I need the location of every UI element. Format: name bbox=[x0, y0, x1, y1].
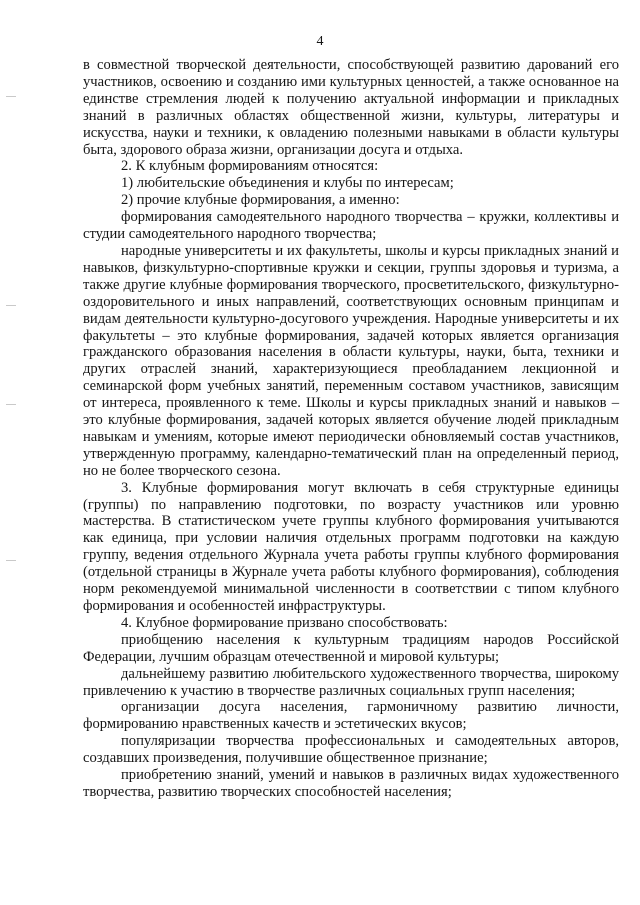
scan-mark bbox=[6, 96, 16, 97]
paragraph-self-made-art: формирования самодеятельного народного творчества – кружки, коллективы и студии самодеятельного народного творчества; bbox=[83, 209, 619, 243]
document-body bbox=[83, 57, 619, 801]
paragraph-continuation: в совместной творческой деятельности, способствующей развитию дарований его участников, освоению и созданию ими культурных ценностей, а также основанное на единстве стремления людей к получению актуальной информации и прикладных знаний в различных областях общественной жизни, культуры, литературы и искусства, науки и техники, к овладению полезными навыками в области культуры быта, здорового образа жизни, организации досуга и отдыха. bbox=[83, 57, 619, 158]
page-number: 4 bbox=[316, 34, 324, 49]
paragraph-section-4: 4. Клубное формирование призвано способствовать: bbox=[121, 614, 448, 631]
paragraph-folk-universities: народные университеты и их факультеты, школы и курсы прикладных знаний и навыков, физкультурно-спортивные кружки и секции, группы здоровья и туризма, а также другие клубные формирования творческого, просветительского, физкультурно-оздоровительного и иных направлений, соответствующих основным принципам и видам деятельности культурно-досугового учреждения. Народные университеты и их факультеты – это клубные формирования, задачей которых является организация гражданского образования населения в области культуры, науки, быта, техники и других отраслей знаний, характеризующиеся преобладанием лекционной и семинарской форм учебных занятий, переменным составом участников, зависящим от интереса, проявленного к теме. Школы и курсы прикладных знаний и навыков – это клубные формирования, задачей которых является обучение людей прикладным навыкам и умениям, которые имеют периодически обновляемый состав участников, утвержденную программу, календарно-тематический план на определенный период, но не более творческого сезона. bbox=[83, 242, 619, 479]
paragraph-section-2: 2. К клубным формированиям относятся: bbox=[121, 158, 379, 175]
goal-item: дальнейшему развитию любительского художественного творчества, широкому привлечению к участию в творчестве различных социальных групп населения; bbox=[83, 665, 619, 699]
goal-item: организации досуга населения, гармоничному развитию личности, формированию нравственных качеств и эстетических вкусов; bbox=[83, 699, 619, 733]
goal-item: популяризации творчества профессиональных и самодеятельных авторов, создавших произведения, получившие общественное признание; bbox=[83, 733, 619, 767]
goal-item: приобретению знаний, умений и навыков в различных видах художественного творчества, развитию творческих способностей населения; bbox=[83, 767, 619, 800]
scan-mark bbox=[6, 560, 16, 561]
list-item-2: 2) прочие клубные формирования, а именно: bbox=[121, 192, 400, 209]
paragraph-section-3: 3. Клубные формирования могут включать в себя структурные единицы (группы) по направлению подготовки, по возрасту участников или уровню мастерства. В статистическом учете группы клубного формирования учитываются как единица, при условии наличия отдельных программ подготовки на каждую группу, ведения отдельного Журнала учета работы группы клубного формирования (отдельной страницы в Журнале учета работы клубного формирования), соблюдения норм рекомендуемой минимальной численности в соответствии с типом клубного формирования и особенностей инфраструктуры. bbox=[83, 479, 619, 614]
scan-mark bbox=[6, 305, 16, 306]
goal-item: приобщению населения к культурным традициям народов Российской Федерации, лучшим образцам отечественной и мировой культуры; bbox=[83, 631, 619, 665]
list-item-1: 1) любительские объединения и клубы по интересам; bbox=[121, 175, 454, 192]
scan-mark bbox=[6, 404, 16, 405]
